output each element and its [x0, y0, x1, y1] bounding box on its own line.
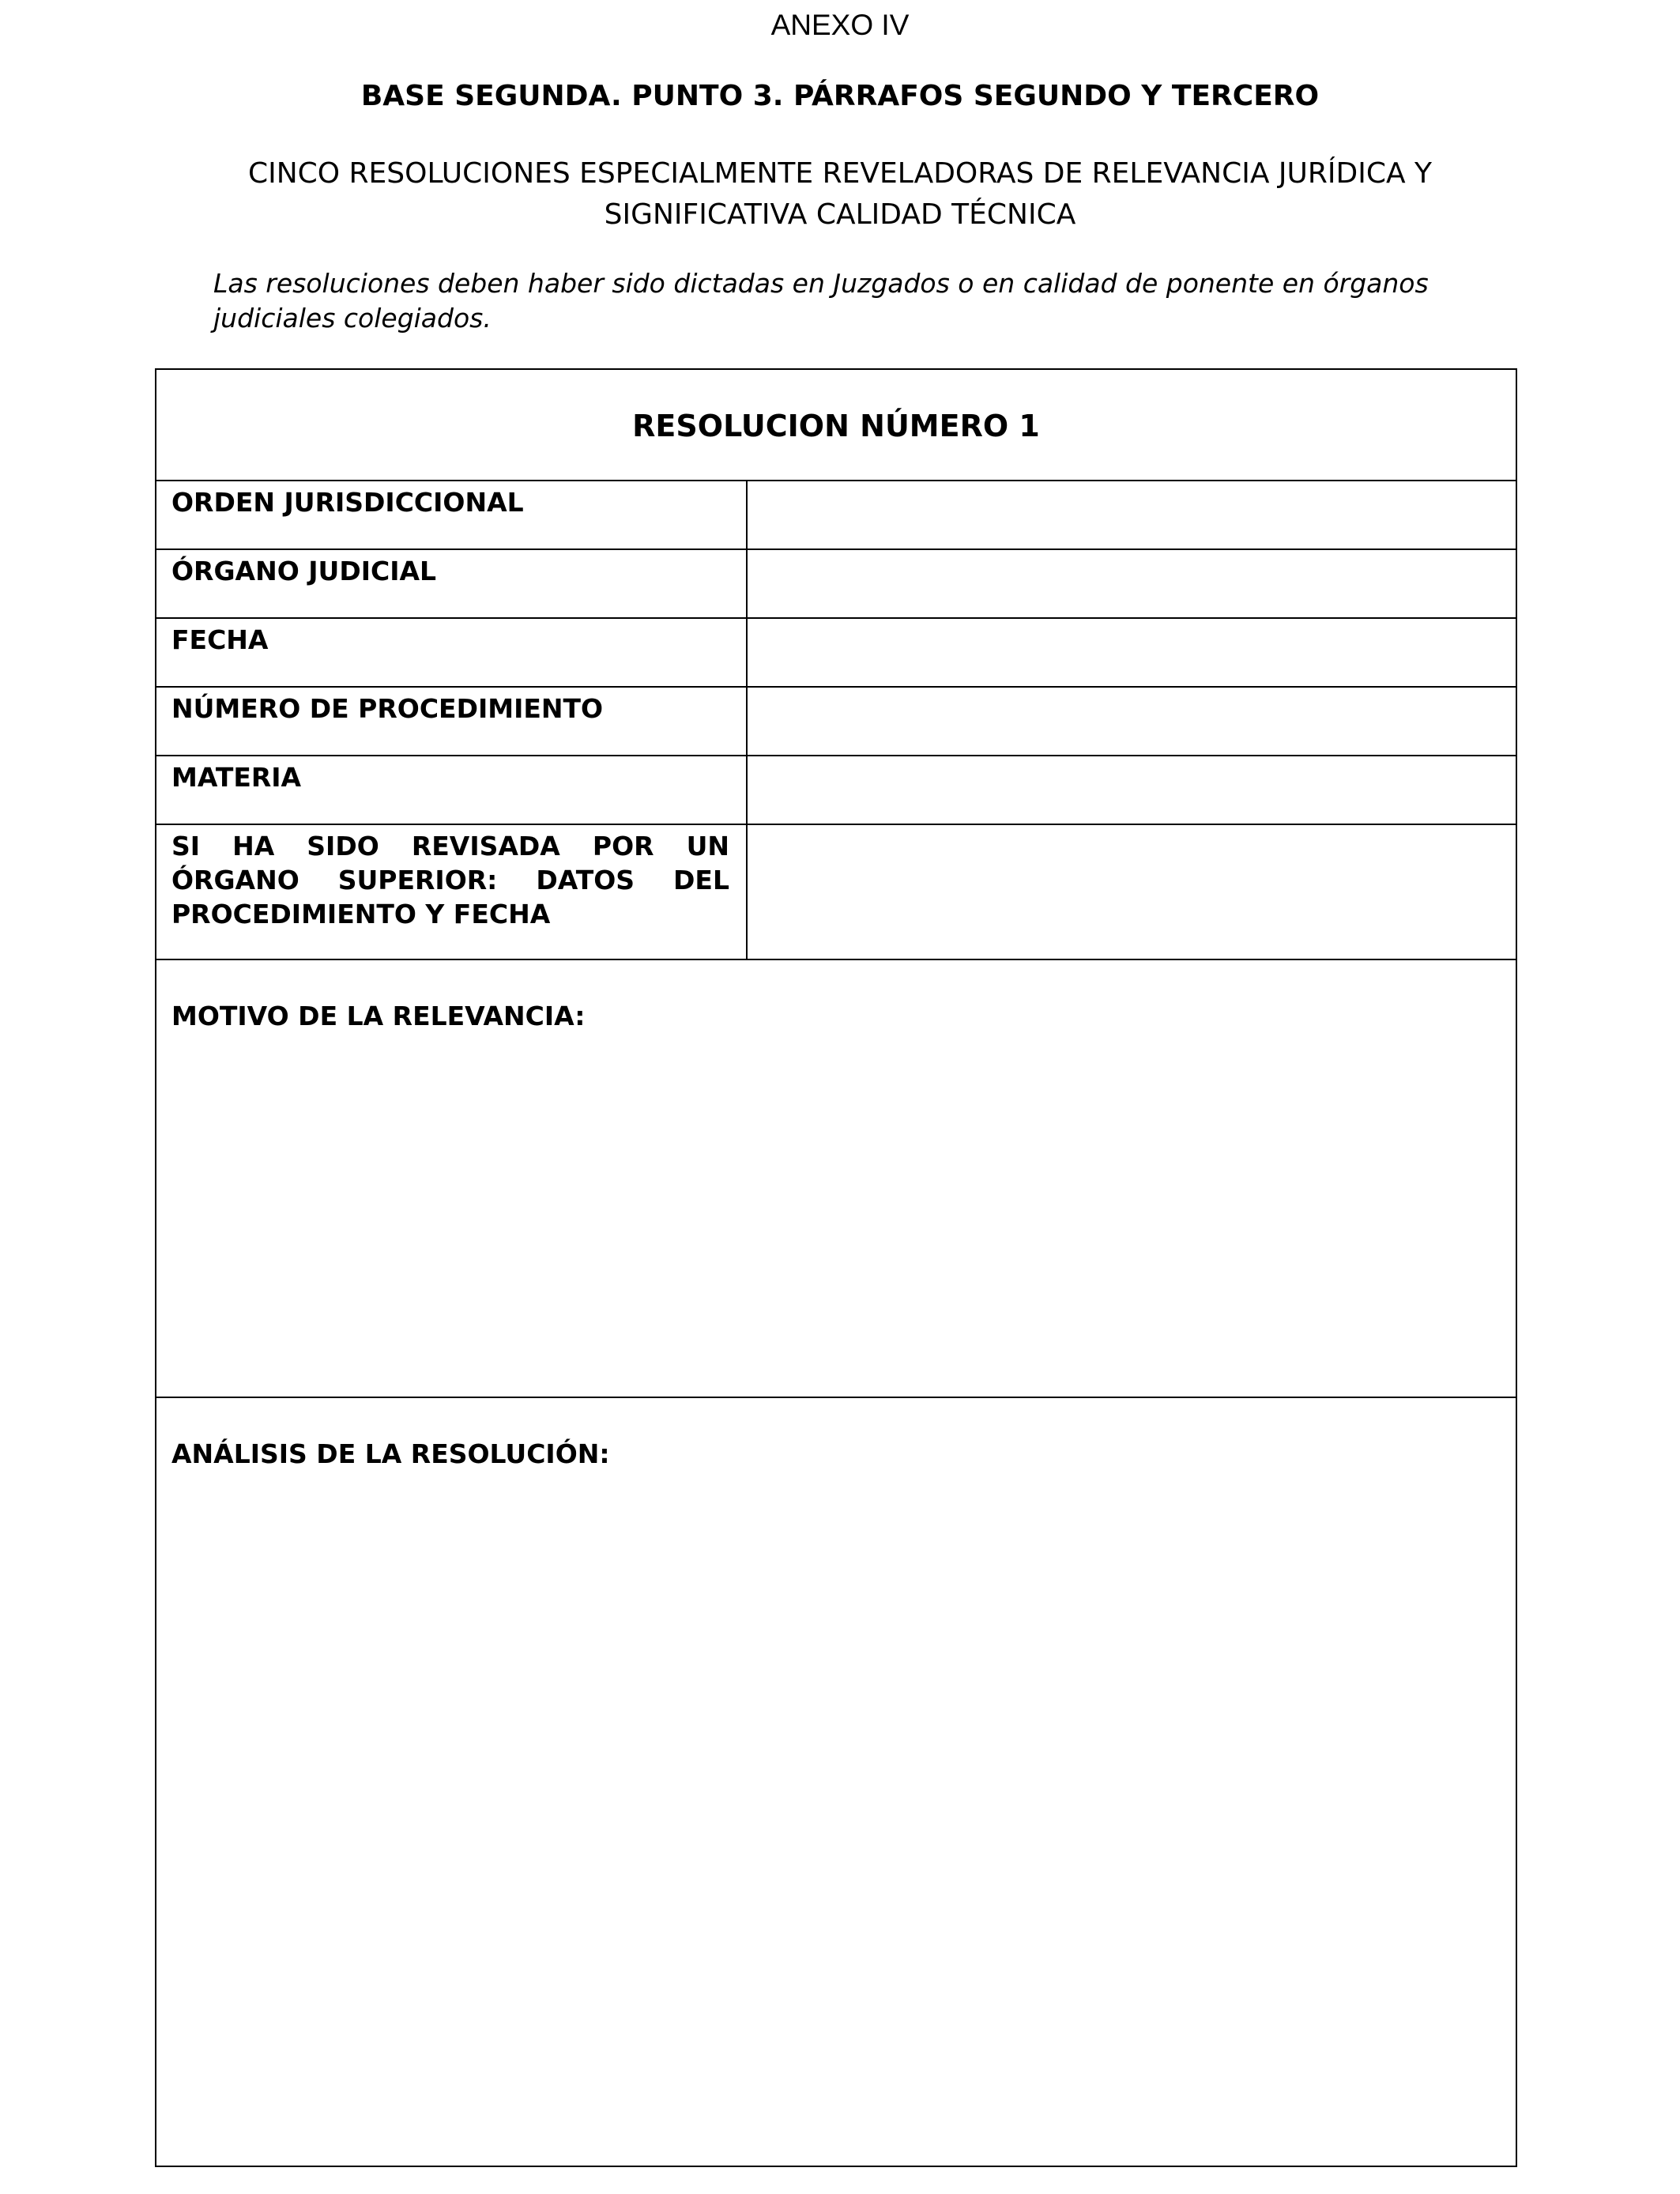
- materia-field[interactable]: [748, 756, 1517, 824]
- fecha-field[interactable]: [748, 619, 1517, 686]
- revision-organo-superior-field[interactable]: [748, 825, 1517, 959]
- analysis-label: ANÁLISIS DE LA RESOLUCIÓN:: [171, 1438, 610, 1469]
- subtitle-line-1: CINCO RESOLUCIONES ESPECIALMENTE REVELADORAS DE RELEVANCIA JURÍDICA Y: [247, 157, 1433, 190]
- numero-procedimiento-field[interactable]: [748, 688, 1517, 755]
- label-materia: MATERIA: [171, 762, 302, 793]
- revision-label-line-2: ÓRGANO SUPERIOR: DATOS DEL: [171, 865, 729, 895]
- relevance-label: MOTIVO DE LA RELEVANCIA:: [171, 1001, 586, 1031]
- section-divider: [156, 1397, 1516, 1398]
- organo-judicial-field[interactable]: [748, 550, 1517, 617]
- analysis-field[interactable]: [156, 1472, 1516, 2164]
- note-line-1: Las resoluciones deben haber sido dictadas en Juzgados o en calidad de ponente en órganos: [213, 268, 1429, 299]
- label-fecha: FECHA: [171, 624, 269, 655]
- revision-label-line-3: PROCEDIMIENTO Y FECHA: [171, 899, 551, 929]
- base-title: BASE SEGUNDA. PUNTO 3. PÁRRAFOS SEGUNDO Y TERCERO: [360, 80, 1320, 112]
- label-revision-organo-superior: [171, 829, 729, 931]
- label-organo-judicial: ÓRGANO JUDICIAL: [171, 556, 437, 586]
- form-title: RESOLUCION NÚMERO 1: [632, 409, 1040, 443]
- section-divider: [156, 959, 1516, 960]
- revision-label-line-1: SI HA SIDO REVISADA POR UN: [171, 831, 729, 861]
- note-line-2: judiciales colegiados.: [213, 303, 492, 334]
- resolution-form: [155, 368, 1517, 2167]
- orden-jurisdiccional-field[interactable]: [748, 481, 1517, 548]
- label-numero-procedimiento: NÚMERO DE PROCEDIMIENTO: [171, 693, 604, 724]
- instructions-note: [213, 266, 1525, 336]
- subtitle-line-2: SIGNIFICATIVA CALIDAD TÉCNICA: [604, 198, 1076, 231]
- annex-title: ANEXO IV: [770, 9, 910, 41]
- relevance-field[interactable]: [156, 1034, 1516, 1394]
- label-orden-jurisdiccional: ORDEN JURISDICCIONAL: [171, 487, 524, 518]
